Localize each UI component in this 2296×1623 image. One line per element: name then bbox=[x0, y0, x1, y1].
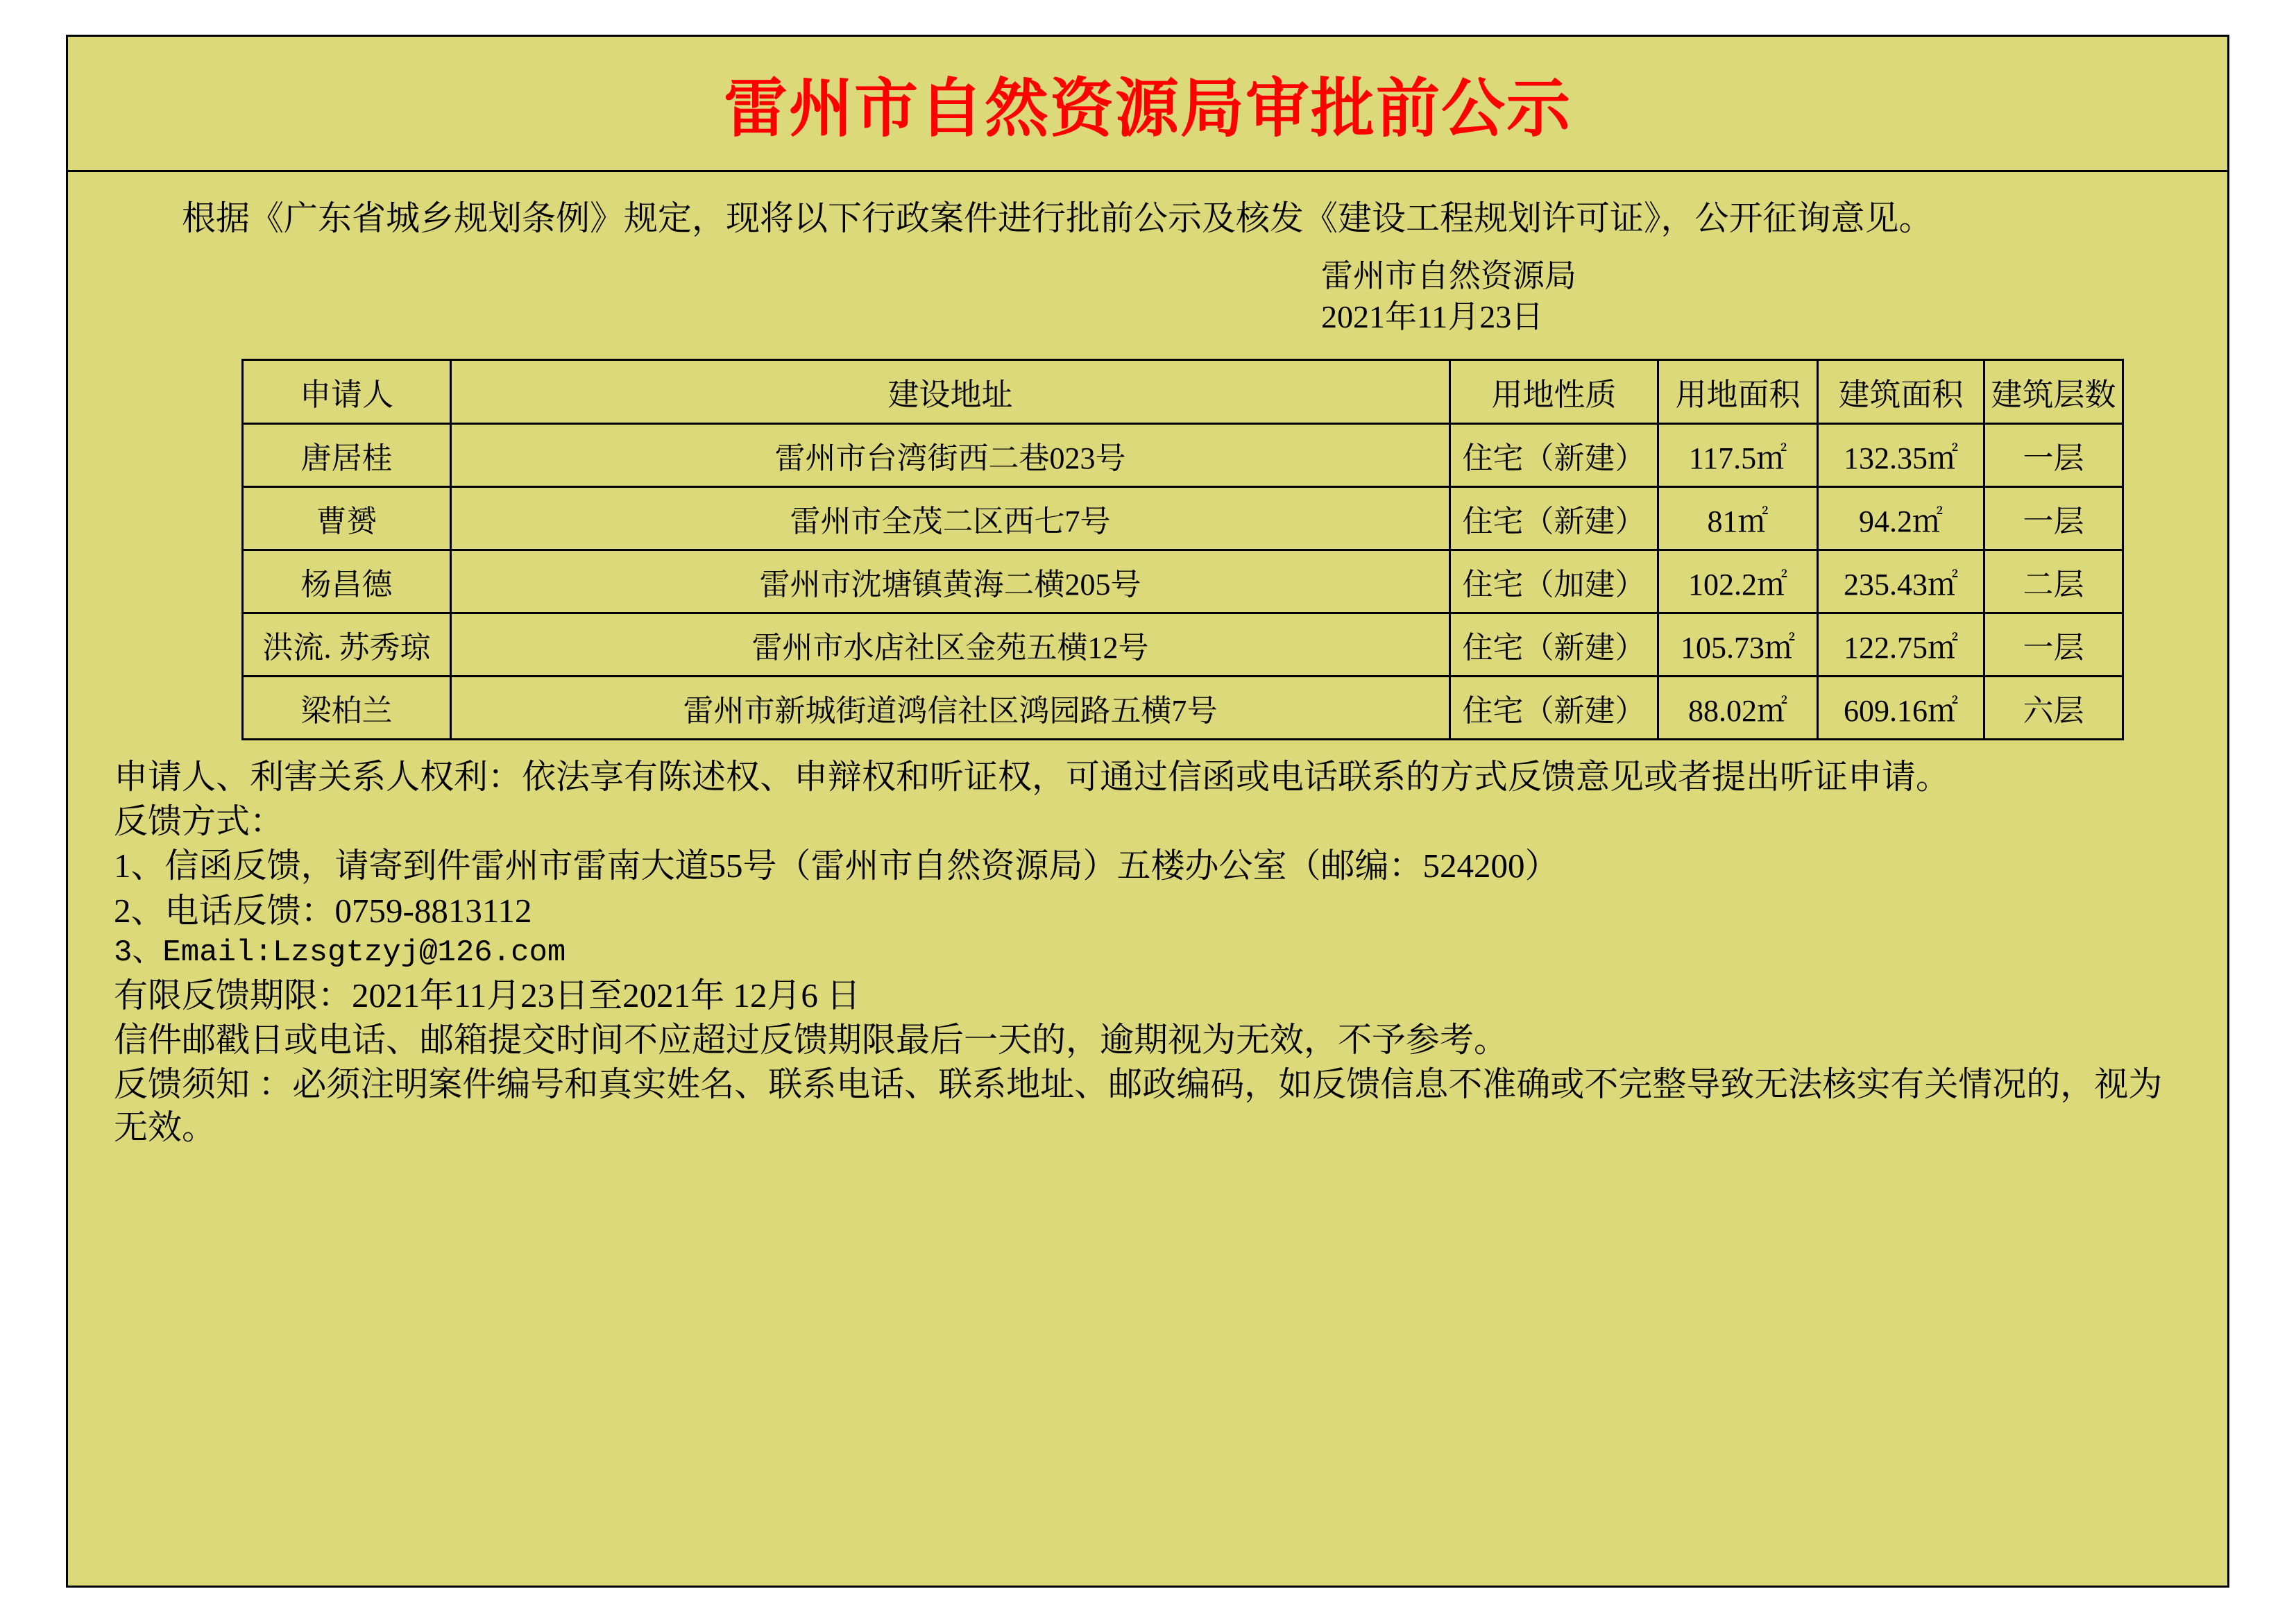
cell-build-area: 609.16㎡ bbox=[1818, 676, 1984, 739]
header-land-area: 用地面积 bbox=[1658, 359, 1818, 423]
cell-land-nature: 住宅（加建） bbox=[1450, 550, 1658, 613]
cell-applicant: 洪流. 苏秀琼 bbox=[243, 613, 451, 676]
header-address: 建设地址 bbox=[451, 359, 1450, 423]
table-row bbox=[243, 613, 2123, 676]
cell-land-nature: 住宅（新建） bbox=[1450, 613, 1658, 676]
cell-applicant: 梁柏兰 bbox=[243, 676, 451, 739]
feedback-phone: 2、电话反馈：0759-8813112 bbox=[114, 891, 532, 930]
cell-floors: 一层 bbox=[1984, 613, 2123, 676]
table-header-row bbox=[243, 359, 2123, 423]
cell-address: 雷州市沈塘镇黄海二横205号 bbox=[451, 550, 1450, 613]
cell-address: 雷州市台湾街西二巷023号 bbox=[451, 423, 1450, 486]
table-row bbox=[243, 676, 2123, 739]
table-row bbox=[243, 550, 2123, 613]
feedback-period: 有限反馈期限：2021年11月23日至2021年 12月6 日 bbox=[114, 976, 861, 1014]
cell-floors: 一层 bbox=[1984, 423, 2123, 486]
cell-build-area: 122.75㎡ bbox=[1818, 613, 1984, 676]
requirement-note: 反馈须知 ：必须注明案件编号和真实姓名、联系电话、联系地址、邮政编码，如反馈信息不准确或不完整导致无法核实有关情况的，视为无效。 bbox=[114, 1065, 2163, 1146]
cell-build-area: 132.35㎡ bbox=[1818, 423, 1984, 486]
notes-section bbox=[114, 756, 2182, 1148]
header-floors: 建筑层数 bbox=[1984, 359, 2123, 423]
issuer-name: 雷州市自然资源局 bbox=[1321, 258, 1576, 294]
cell-land-nature: 住宅（新建） bbox=[1450, 676, 1658, 739]
cell-floors: 二层 bbox=[1984, 550, 2123, 613]
notice-body bbox=[68, 172, 2227, 1148]
cell-floors: 六层 bbox=[1984, 676, 2123, 739]
cell-address: 雷州市新城街道鸿信社区鸿园路五横7号 bbox=[451, 676, 1450, 739]
feedback-mail: 1、信函反馈，请寄到件雷州市雷南大道55号（雷州市自然资源局）五楼办公室（邮编：524200） bbox=[114, 847, 1559, 885]
page-title: 雷州市自然资源局审批前公示 bbox=[723, 74, 1572, 144]
cases-table bbox=[241, 359, 2124, 740]
cell-applicant: 杨昌德 bbox=[243, 550, 451, 613]
feedback-title: 反馈方式： bbox=[114, 802, 284, 841]
cell-land-area: 105.73㎡ bbox=[1658, 613, 1818, 676]
cell-land-nature: 住宅（新建） bbox=[1450, 423, 1658, 486]
cell-land-area: 102.2㎡ bbox=[1658, 550, 1818, 613]
cell-build-area: 235.43㎡ bbox=[1818, 550, 1984, 613]
cell-land-nature: 住宅（新建） bbox=[1450, 486, 1658, 550]
cell-land-area: 88.02㎡ bbox=[1658, 676, 1818, 739]
title-bar bbox=[68, 37, 2227, 172]
cell-floors: 一层 bbox=[1984, 486, 2123, 550]
header-build-area: 建筑面积 bbox=[1818, 359, 1984, 423]
issuer-block bbox=[1321, 256, 2182, 338]
issue-date: 2021年11月23日 bbox=[1321, 299, 1544, 335]
cell-address: 雷州市全茂二区西七7号 bbox=[451, 486, 1450, 550]
public-notice-page bbox=[66, 35, 2229, 1588]
cell-build-area: 94.2㎡ bbox=[1818, 486, 1984, 550]
cell-address: 雷州市水店社区金苑五横12号 bbox=[451, 613, 1450, 676]
cell-land-area: 81㎡ bbox=[1658, 486, 1818, 550]
feedback-email: 3、Email:Lzsgtzyj@126.com bbox=[114, 935, 566, 970]
cell-applicant: 曹赟 bbox=[243, 486, 451, 550]
header-applicant: 申请人 bbox=[243, 359, 451, 423]
cell-applicant: 唐居桂 bbox=[243, 423, 451, 486]
rights-paragraph: 申请人、利害关系人权利：依法享有陈述权、申辩权和听证权，可通过信函或电话联系的方式反馈意见或者提出听证申请。 bbox=[114, 757, 1950, 796]
table-row bbox=[243, 423, 2123, 486]
validity-note: 信件邮戳日或电话、邮箱提交时间不应超过反馈期限最后一天的，逾期视为无效，不予参考。 bbox=[114, 1021, 1508, 1060]
table-row bbox=[243, 486, 2123, 550]
intro-paragraph: 根据《广东省城乡规划条例》规定，现将以下行政案件进行批前公示及核发《建设工程规划许可证》，公开征询意见。 bbox=[182, 199, 1933, 237]
header-land-nature: 用地性质 bbox=[1450, 359, 1658, 423]
cell-land-area: 117.5㎡ bbox=[1658, 423, 1818, 486]
